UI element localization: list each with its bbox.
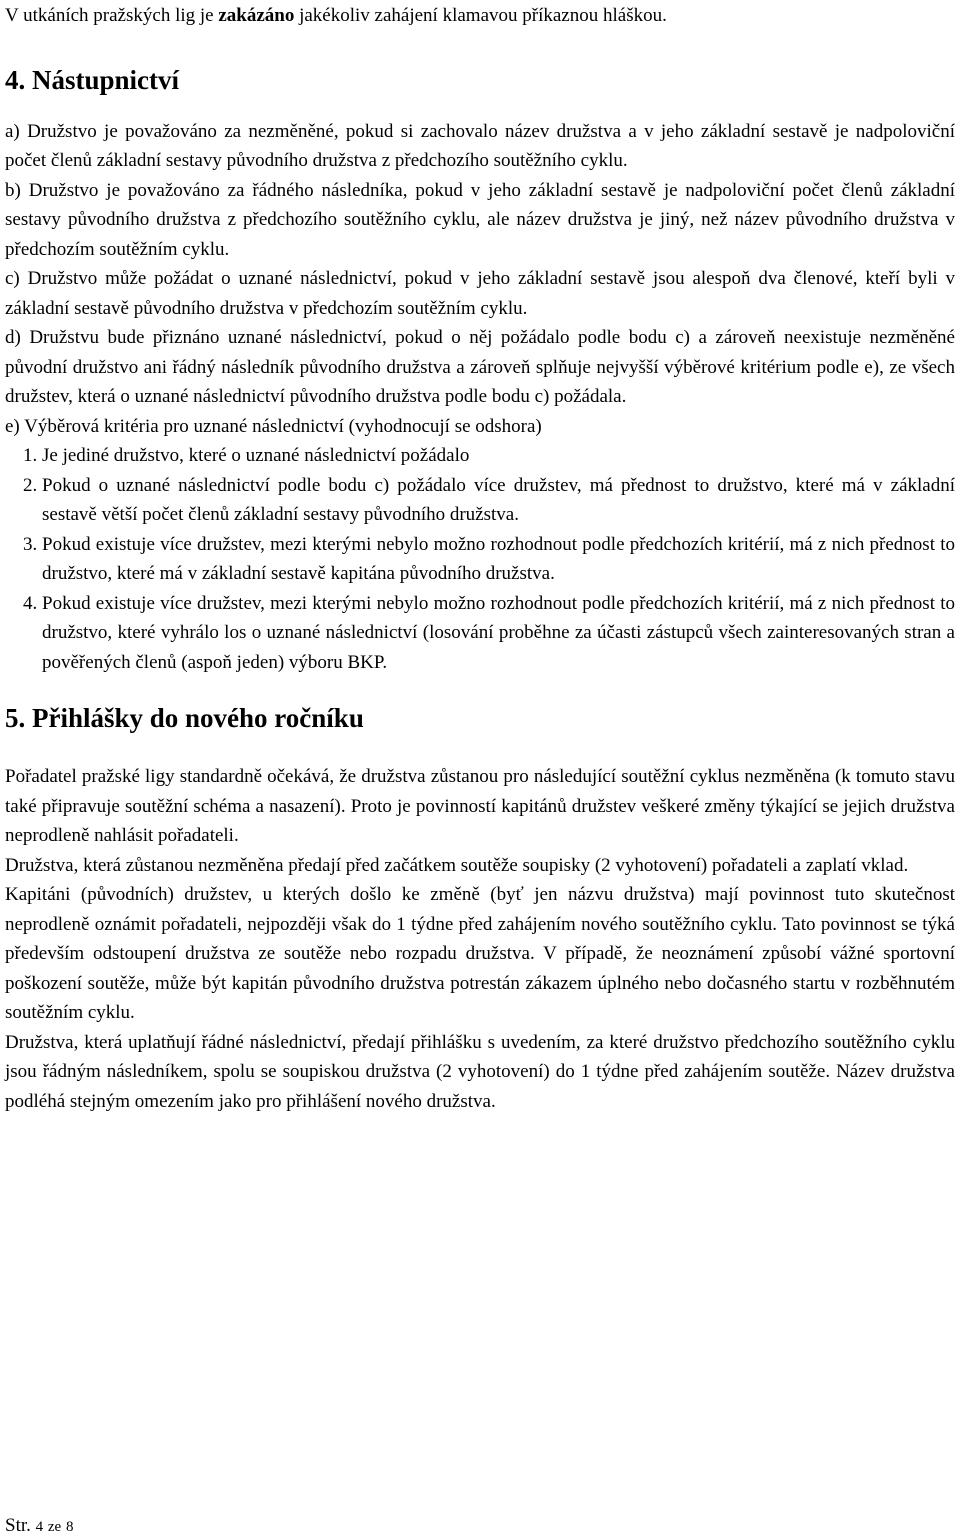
section-5-paragraph: Pořadatel pražské ligy standardně očekává, že družstva zůstanou pro následující soutěžní cyklus nezměněna (k tomuto stavu také připravuje soutěžní schéma a nasazení). Proto je povinností kapitánů družstev veškeré změny týkající se jejich družstva neprodleně nahlásit pořadateli. xyxy=(5,766,955,846)
criteria-item xyxy=(5,589,955,678)
criteria-item xyxy=(5,441,955,471)
section-4-paragraph-d: d) Družstvu bude přiznáno uznané následnictví, pokud o něj požádalo podle bodu c) a zároveň neexistuje nezměněné původní družstvo ani řádný následník původního družstva a zároveň splňuje nejvyšší výběrové kritérium podle e), ze všech družstev, která o uznané následnictví původního družstva podle bodu c) požádala. xyxy=(5,327,955,407)
criteria-item xyxy=(5,471,955,530)
intro-text-before: V utkáních pražských lig je xyxy=(5,5,219,26)
section-5-paragraph: Družstva, která zůstanou nezměněna předají před začátkem soutěže soupisky (2 vyhotovení) pořadateli a zaplatí vklad. xyxy=(5,854,909,876)
section-5-heading: 5. Přihlášky do nového ročníku xyxy=(5,703,364,733)
section-4-heading: 4. Nástupnictví xyxy=(5,64,180,95)
section-4-paragraph-c: c) Družstvo může požádat o uznané následnictví, pokud v jeho základní sestavě jsou alespoň dva členové, kteří byli v základní sestavě původního družstva v předchozím soutěžním cyklu. xyxy=(5,268,955,319)
criteria-text: Pokud existuje více družstev, mezi kterými nebylo možno rozhodnout podle předchozích kritérií, má z nich přednost to družstvo, které má v základní sestavě kapitána původního družstva. xyxy=(42,533,955,584)
criteria-number: 2. xyxy=(23,474,38,496)
criteria-text: Pokud o uznané následnictví podle bodu c) požádalo více družstev, má přednost to družstvo, které má v základní sestavě větší počet členů základní sestavy původního družstva. xyxy=(42,474,955,525)
section-4-paragraph-e: e) Výběrová kritéria pro uznané následnictví (vyhodnocují se odshora) xyxy=(5,415,542,437)
section-4-paragraph-b: b) Družstvo je považováno za řádného následníka, pokud v jeho základní sestavě je nadpoloviční počet členů základní sestavy původního družstva z předchozího soutěžního cyklu, ale název družstva je jiný, než název původního družstva v předchozím soutěžním cyklu. xyxy=(5,179,955,260)
footer-of-label: ze xyxy=(47,1519,62,1535)
intro-text-after: jakékoliv zahájení klamavou příkaznou hláškou. xyxy=(294,5,667,26)
criteria-number: 3. xyxy=(23,533,38,555)
section-5-paragraph: Družstva, která uplatňují řádné následnictví, předají přihlášku s uvedením, za které družstvo předchozího soutěžního cyklu jsou řádným následníkem, spolu se soupiskou družstva (2 vyhotovení) do 1 týdne před zahájením soutěže. Název družstva podléhá stejným omezením jako pro přihlášení nového družstva. xyxy=(5,1031,955,1112)
footer-page-number: 4 xyxy=(35,1519,44,1535)
section-4-paragraph-a: a) Družstvo je považováno za nezměněné, pokud si zachovalo název družstva a v jeho základní sestavě je nadpoloviční počet členů základní sestavy původního družstva z předchozího soutěžního cyklu. xyxy=(5,120,955,171)
criteria-number: 4. xyxy=(23,592,38,614)
document-page xyxy=(5,0,955,1116)
criteria-text: Pokud existuje více družstev, mezi kterými nebylo možno rozhodnout podle předchozích kritérií, má z nich přednost to družstvo, které vyhrálo los o uznané následnictví (losování proběhne za účasti zástupců všech zainteresovaných stran a pověřených členů (aspoň jeden) výboru BKP. xyxy=(42,592,955,673)
intro-bold-word: zakázáno xyxy=(218,5,295,26)
criteria-item xyxy=(5,530,955,589)
criteria-number: 1. xyxy=(23,445,38,466)
intro-paragraph xyxy=(5,1,955,31)
footer-str-label: Str. xyxy=(5,1515,31,1536)
criteria-text: Je jediné družstvo, které o uznané následnictví požádalo xyxy=(42,445,470,466)
section-5-paragraph: Kapitáni (původních) družstev, u kterých došlo ke změně (byť jen názvu družstva) mají povinnost tuto skutečnost neprodleně oznámit pořadateli, nejpozději však do 1 týdne před zahájením nového soutěžního cyklu. Tato povinnost se týká především odstoupení družstva ze soutěže nebo rozpadu družstva. V případě, že neoznámení způsobí vážné sportovní poškození soutěže, může být kapitán původního družstva potrestán zákazem úplného nebo dočasného startu v rozběhnutém soutěžním cyklu. xyxy=(5,884,955,1023)
page-footer xyxy=(5,1515,73,1537)
footer-total-pages: 8 xyxy=(65,1519,74,1535)
criteria-list xyxy=(5,441,955,677)
